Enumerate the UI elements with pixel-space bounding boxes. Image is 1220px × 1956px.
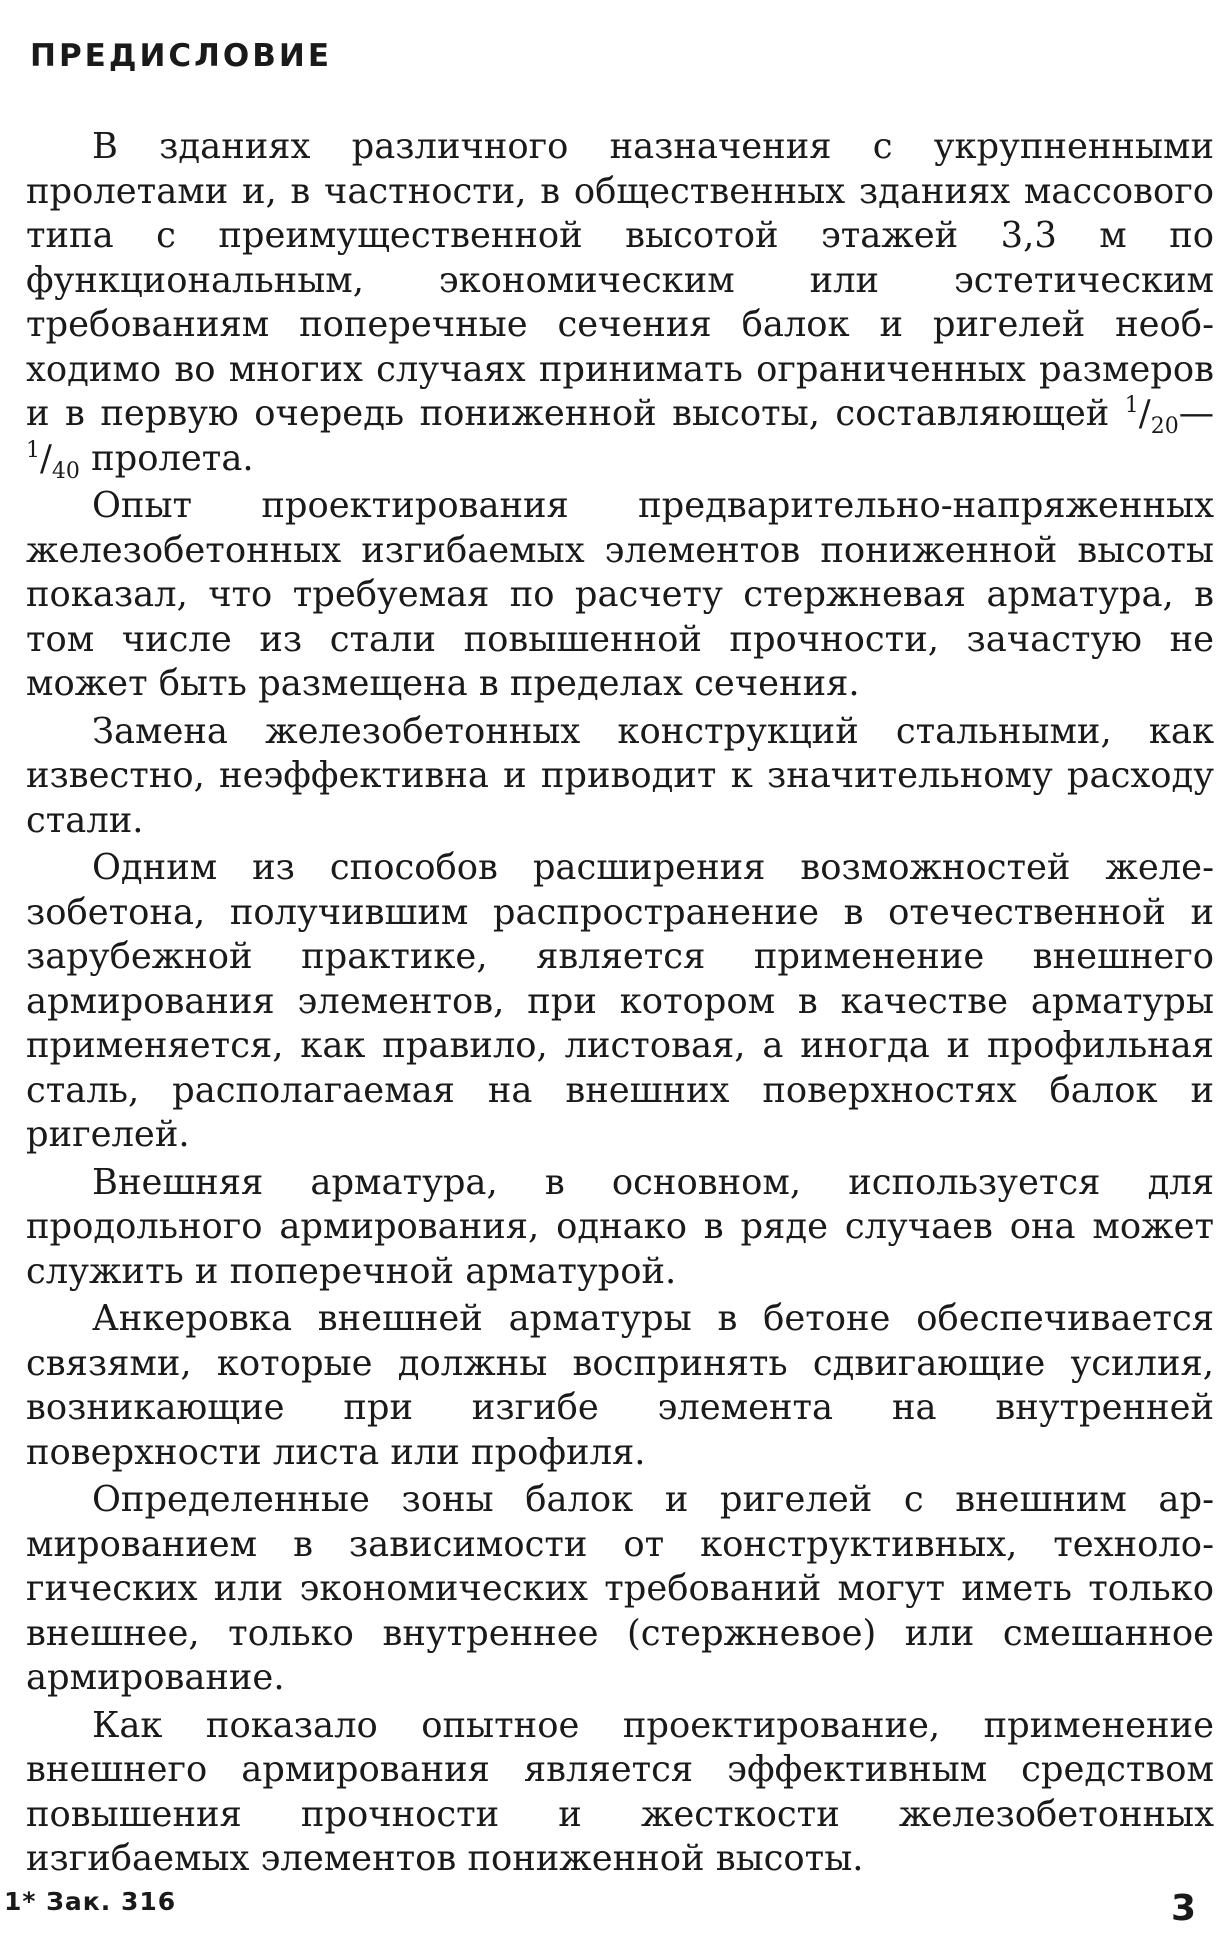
fraction-separator: — — [1178, 393, 1214, 434]
paragraph-1-tail: пролета. — [79, 437, 254, 479]
preface-body — [26, 125, 1214, 1885]
printer-signature: 1* Зак. 316 — [4, 1887, 177, 1916]
paragraph-2: Опыт проектирования предварительно-напряженных железобетонных изгибаемых элементов пониженной высоты показал, что требуемая по расчету стержневая арматура, в том числе из стали повышенной прочности, зачастую не может быть размещена в пределах сечения. — [26, 485, 1214, 704]
paragraph-7: Определенные зоны балок и ригелей с внешним армированием в зависимости от конструктивных, технологических или экономических требований могут иметь только внешнее, только внутреннее (стержневое) или смешанное армирование. — [26, 1479, 1214, 1698]
fraction-2-denominator: 40 — [51, 458, 80, 484]
page-heading: ПРЕДИСЛОВИЕ — [30, 38, 332, 74]
paragraph-1-text: В зданиях различного назначения с укрупненными пролетами и, в частности, в общественных зданиях массового типа с преимущественной высотой этажей 3,3 м по функциональным, экономическим или эстетическим требованиям поперечные сечения балок и ригелей необходимо во многих случаях принимать ограниченных размеров и в первую очередь пониженной высоты, составляющей — [26, 126, 1214, 434]
paragraph-6: Анкеровка внешней арматуры в бетоне обеспечивается связями, которые должны воспринять сдвигающие усилия, возникающие при изгибе элемента на внутренней поверхности листа или профиля. — [26, 1298, 1214, 1473]
paragraph-5: Внешняя арматура, в основном, используется для продольного армирования, однако в ряде случаев она может служить и поперечной арматурой. — [26, 1161, 1214, 1292]
fraction-1-numerator: 1 — [1124, 393, 1139, 419]
fraction-2-numerator: 1 — [26, 437, 40, 463]
paragraph-3: Замена железобетонных конструкций стальными, как известно, неэффективна и приводит к значительному расходу стали. — [26, 710, 1214, 841]
paragraph-1: В зданиях различного назначения с укрупненными пролетами и, в частности, в общественных зданиях массового типа с преимущественной высотой этажей 3,3 м по функциональным, экономическим или эстетическим требованиям поперечные сечения балок и ригелей необходимо во многих случаях принимать ограниченных размеров и в первую очередь пониженной высоты, составляющей $^1/_{20}—^1/_{40}$ пролета. — [26, 126, 1214, 484]
page-number: 3 — [1170, 1888, 1196, 1929]
fraction-1-denominator: 20 — [1150, 414, 1179, 440]
paragraph-8: Как показало опытное проектирование, применение внешнего армирования является эффективным средством повышения прочности и жесткости железобетонных изгибаемых элементов пониженной высоты. — [26, 1704, 1214, 1879]
paragraph-4: Одним из способов расширения возможностей железобетона, получившим распространение в отечественной и зарубежной практике, является применение внешнего армирования элементов, при котором в качестве арматуры применяется, как правило, листовая, а иногда и профильная сталь, располагаемая на внешних поверхностях балок и ригелей. — [26, 847, 1214, 1155]
